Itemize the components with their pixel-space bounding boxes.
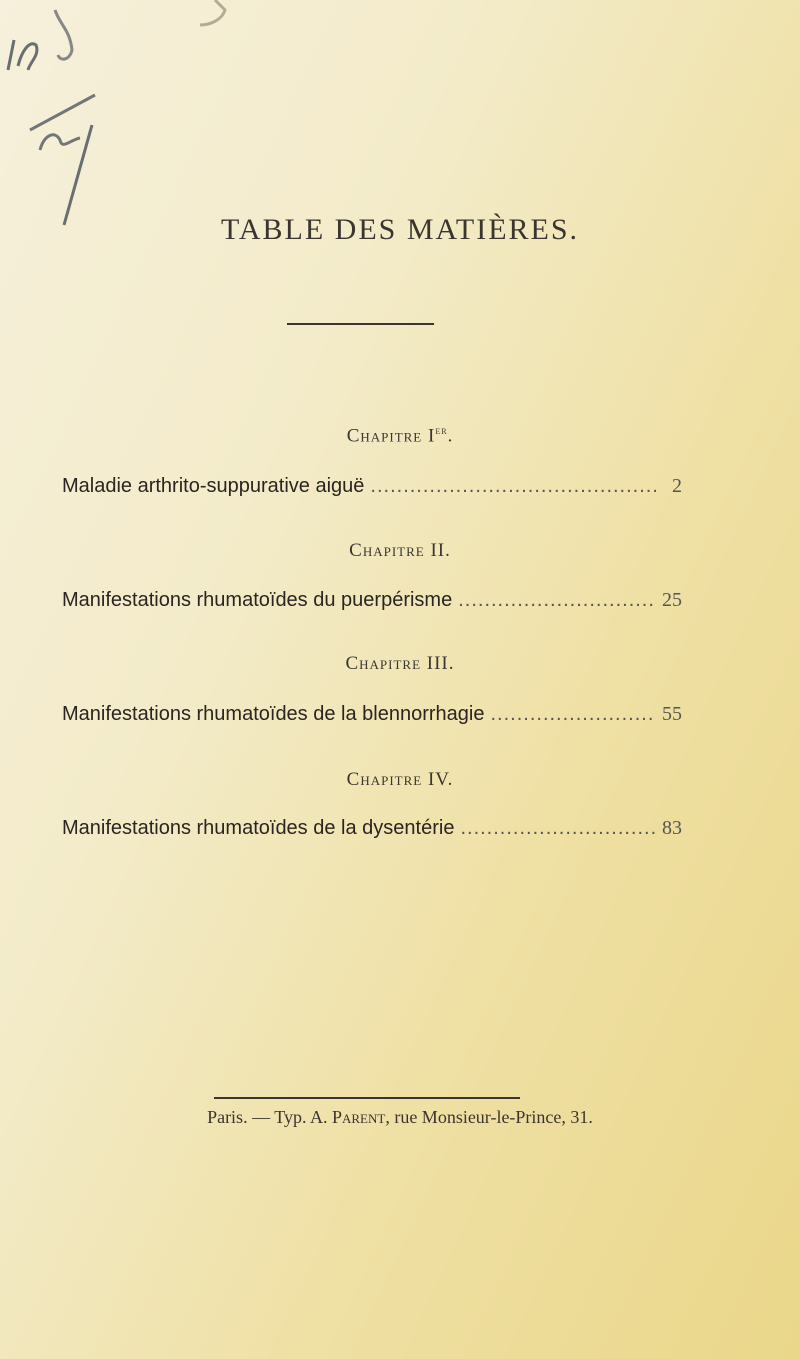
chapter-heading-1 xyxy=(0,425,800,447)
chapter-number: III. xyxy=(426,653,455,674)
divider-bottom xyxy=(214,1097,520,1099)
imprint-address: , rue Monsieur-le-Prince, 31. xyxy=(385,1107,593,1127)
toc-entry-2 xyxy=(62,589,682,612)
toc-entry-label: Manifestations rhumatoïdes de la blennorrhagie xyxy=(62,703,485,725)
page-title: TABLE DES MATIÈRES. xyxy=(220,213,580,246)
toc-entry-4 xyxy=(62,817,682,840)
chapter-number-sup: er xyxy=(435,425,448,437)
divider-top xyxy=(287,323,434,325)
toc-entry-label: Maladie arthrito-suppurative aiguë xyxy=(62,475,365,497)
chapter-word: Chapitre xyxy=(346,425,423,447)
toc-entry-page: 83 xyxy=(662,817,682,839)
chapter-heading-2 xyxy=(0,540,800,562)
imprint-prefix: Paris. — Typ. A. xyxy=(207,1107,328,1127)
toc-entry-3 xyxy=(62,703,682,726)
leader-dots xyxy=(490,703,656,726)
chapter-heading-4 xyxy=(0,769,800,791)
toc-entry-label: Manifestations rhumatoïdes du puerpérisme xyxy=(62,589,453,611)
chapter-number: I xyxy=(428,425,436,447)
chapter-number-suffix: . xyxy=(447,425,454,447)
leader-dots xyxy=(458,589,656,612)
imprint-printer: Parent xyxy=(331,1107,386,1127)
printer-imprint xyxy=(0,1107,800,1128)
toc-entry-page: 2 xyxy=(672,475,682,497)
chapter-word: Chapitre xyxy=(345,653,422,674)
toc-entry-page: 25 xyxy=(662,589,682,611)
toc-entry-page: 55 xyxy=(662,703,682,725)
chapter-heading-3 xyxy=(0,653,800,675)
leader-dots xyxy=(370,475,656,498)
chapter-word: Chapitre xyxy=(349,540,425,561)
chapter-number: IV. xyxy=(427,769,454,790)
chapter-word: Chapitre xyxy=(346,769,423,790)
toc-entry-label: Manifestations rhumatoïdes de la dysentérie xyxy=(62,817,455,839)
chapter-number: II. xyxy=(430,540,451,561)
handwritten-annotation xyxy=(0,0,240,230)
leader-dots xyxy=(460,817,656,840)
toc-entry-1 xyxy=(62,475,682,498)
